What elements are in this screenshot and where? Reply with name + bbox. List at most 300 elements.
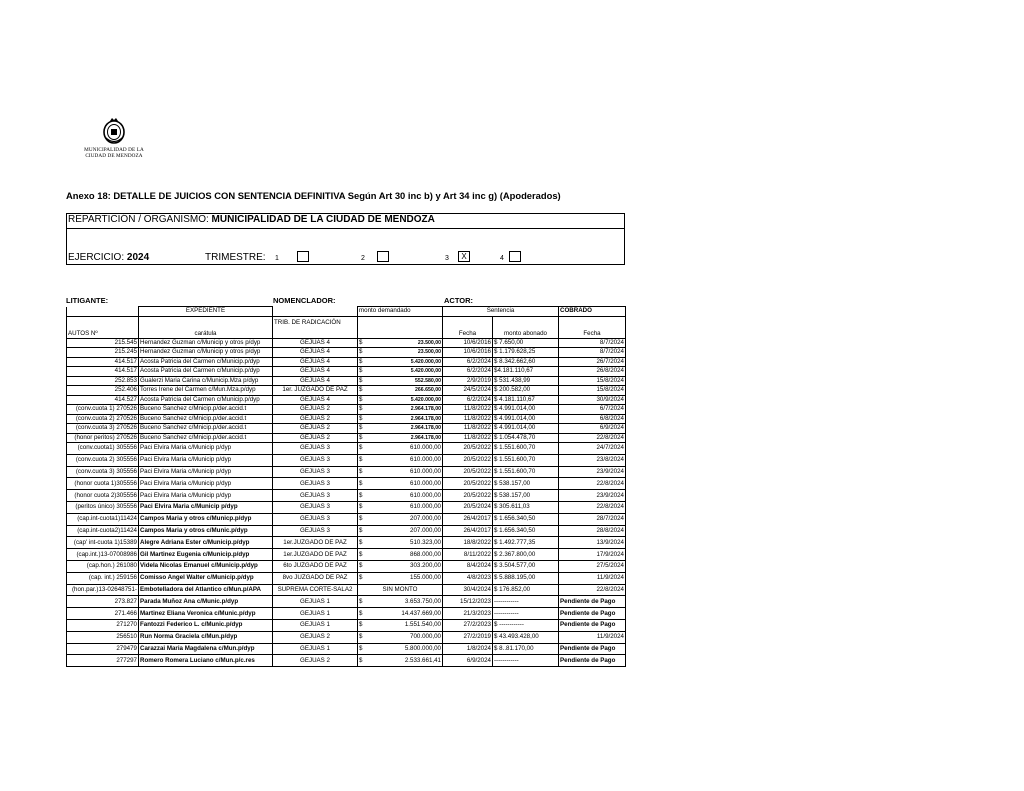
fecha-cell: 30/4/2024: [443, 584, 493, 596]
table-row: [67, 454, 626, 466]
demandado-value: 23.500,00: [417, 339, 441, 346]
currency-symbol: $: [359, 503, 363, 511]
autos-cell: 279479: [67, 643, 139, 655]
demandado-value: 3.653.750,00: [404, 597, 441, 605]
trib-cell: GEJUAS 2: [273, 433, 358, 443]
currency-symbol: $: [359, 526, 363, 534]
demandado-value: 610.000,00: [410, 491, 441, 499]
table-row: [67, 631, 626, 643]
autos-cell: 273.827: [67, 596, 139, 608]
demandado-cell: [358, 367, 443, 377]
demandado-cell: [358, 631, 443, 643]
caratula-cell: Hernandez Guzman c/Municip y otros p/dyp: [139, 348, 273, 358]
caratula-cell: Alegre Adriana Ester c/Municip.p/dyp: [139, 537, 273, 549]
abonado-cell: $ 538.157,00: [493, 478, 559, 490]
autos-cell: (cap.int-cuota1)11424: [67, 513, 139, 525]
abonado-cell: $ 3.504.577,00: [493, 560, 559, 572]
cobro-cell: 22/8/2024: [559, 584, 626, 596]
logo-line-2: CIUDAD DE MENDOZA: [85, 153, 143, 159]
table-row: [67, 348, 626, 358]
demandado-value: 2.964.178,00: [410, 434, 441, 441]
autos-cell: (conv.cuota 3) 270526: [67, 424, 139, 434]
autos-cell: 215.245: [67, 348, 139, 358]
trib-cell: GEJUAS 3: [273, 525, 358, 537]
table-row: [67, 619, 626, 631]
autos-cell: 252.853: [67, 376, 139, 386]
cobro-cell: 24/7/2024: [559, 443, 626, 455]
caratula-cell: Acosta Patricia del Carmen c/Municip.p/dyp: [139, 395, 273, 405]
cobro-cell: 17/9/2024: [559, 549, 626, 561]
caratula-cell: Romero Romera Luciano c/Mun.p/c.res: [139, 655, 273, 667]
autos-cell: 414.517: [67, 367, 139, 377]
table-row: [67, 608, 626, 620]
fecha-cell: 21/3/2023: [443, 608, 493, 620]
header-row-2: [67, 316, 626, 338]
ejercicio-label: EJERCICIO:: [68, 252, 125, 263]
table-row: [67, 549, 626, 561]
cobro-cell: 23/9/2024: [559, 490, 626, 502]
demandado-cell: [358, 572, 443, 584]
fecha-cell: 26/4/2017: [443, 525, 493, 537]
header-blank: [67, 307, 139, 317]
currency-symbol: $: [359, 467, 363, 475]
cobro-cell: 22/8/2024: [559, 433, 626, 443]
trib-cell: GEJUAS 2: [273, 414, 358, 424]
caratula-cell: Comisso Angel Walter c/Municip.p/dyp: [139, 572, 273, 584]
autos-cell: 215.545: [67, 338, 139, 348]
abonado-cell: $ 1.656.340,50: [493, 513, 559, 525]
cobro-cell: 8/7/2024: [559, 348, 626, 358]
fecha-cell: 20/5/2022: [443, 466, 493, 478]
autos-cell: (cap.int-cuota2)11424: [67, 525, 139, 537]
fecha-cell: 27/2/2023: [443, 619, 493, 631]
table-row: [67, 478, 626, 490]
fecha-cell: 6/2/2024: [443, 367, 493, 377]
demandado-cell: [358, 596, 443, 608]
table-row: [67, 501, 626, 513]
trib-cell: GEJUAS 3: [273, 478, 358, 490]
demandado-value: 2.964.178,00: [410, 406, 441, 413]
caratula-cell: Parada Muñoz Ana c/Munic.p/dyp: [139, 596, 273, 608]
demandado-value: 207.000,00: [410, 515, 441, 523]
autos-cell: (conv.cuota 3) 305556: [67, 466, 139, 478]
currency-symbol: $: [359, 414, 363, 422]
autos-cell: 256510: [67, 631, 139, 643]
abonado-cell: $ 4.991.014,00: [493, 414, 559, 424]
autos-cell: (conv.cuota 2) 270526: [67, 414, 139, 424]
trib-cell: GEJUAS 2: [273, 424, 358, 434]
autos-cell: (cap.int.)13-07008986: [67, 549, 139, 561]
autos-cell: (honor cuota 1)305556: [67, 478, 139, 490]
demandado-cell: [358, 376, 443, 386]
demandado-value: 5.420.000,00: [410, 358, 441, 365]
abonado-cell: $ 7.650,00: [493, 338, 559, 348]
currency-symbol: $: [359, 609, 363, 617]
demandado-value: 2.533.661,41: [404, 656, 441, 664]
abonado-cell: $ 1.551.600,70: [493, 443, 559, 455]
caratula-cell: Gualerzi Maria Carina c/Municip.Mza p/dyp: [139, 376, 273, 386]
currency-symbol: $: [359, 433, 363, 441]
abonado-cell: ------------: [493, 655, 559, 667]
demandado-cell: [358, 643, 443, 655]
table-row: [67, 560, 626, 572]
demandado-cell: [358, 466, 443, 478]
demandado-cell: [358, 655, 443, 667]
fecha-cell: 11/8/2022: [443, 424, 493, 434]
abonado-cell: $ 2.367.800,00: [493, 549, 559, 561]
currency-symbol: $: [359, 395, 363, 403]
abonado-cell: $ 305.611,03: [493, 501, 559, 513]
autos-cell: (cap.hon.) 261080: [67, 560, 139, 572]
currency-symbol: $: [359, 562, 363, 570]
demandado-cell: [358, 525, 443, 537]
table-row: [67, 490, 626, 502]
cobro-cell: 6/9/2024: [559, 424, 626, 434]
autos-header: AUTOS Nº: [67, 316, 139, 338]
table-body: [67, 338, 626, 667]
table-row: [67, 395, 626, 405]
autos-cell: (honor cuota 2)305556: [67, 490, 139, 502]
fecha-cell: 20/5/2022: [443, 454, 493, 466]
quarter-4-checkbox[interactable]: [509, 251, 521, 262]
cobro-cell: 27/5/2024: [559, 560, 626, 572]
currency-symbol: $: [359, 357, 363, 365]
trib-cell: 6to JUZGADO DE PAZ: [273, 560, 358, 572]
cobro-cell: Pendiente de Pago: [559, 619, 626, 631]
monto-abonado-header: monto abonado: [493, 316, 559, 338]
currency-symbol: $: [359, 633, 363, 641]
trib-cell: 1er.JUZGADO DE PAZ: [273, 537, 358, 549]
quarter-2-number: 2: [361, 255, 365, 262]
currency-symbol: $: [359, 367, 363, 375]
nomenclador-label: NOMENCLADOR:: [273, 296, 336, 305]
trib-cell: GEJUAS 3: [273, 443, 358, 455]
table-row: [67, 466, 626, 478]
caratula-cell: Paci Elvira Maria c/Municip p/dyp: [139, 443, 273, 455]
caratula-cell: Carazzai Maria Magdalena c/Mun.p/dyp: [139, 643, 273, 655]
demandado-value: 610.000,00: [410, 467, 441, 475]
demandado-cell: [358, 560, 443, 572]
ejercicio-value: 2024: [126, 252, 150, 263]
trib-cell: GEJUAS 4: [273, 338, 358, 348]
sentencia-header: Sentencia: [443, 307, 559, 317]
table-row: [67, 386, 626, 396]
autos-cell: 271.466: [67, 608, 139, 620]
demandado-value: 5.800.000,00: [404, 644, 441, 652]
abonado-cell: $ ------------: [493, 619, 559, 631]
trib-cell: GEJUAS 4: [273, 348, 358, 358]
demandado-value: 2.964.178,00: [410, 415, 441, 422]
autos-cell: (peritos único) 305556: [67, 501, 139, 513]
demandado-cell: [358, 424, 443, 434]
trib-cell: GEJUAS 3: [273, 466, 358, 478]
trib-cell: GEJUAS 2: [273, 405, 358, 415]
autos-cell: 252.406: [67, 386, 139, 396]
currency-symbol: $: [359, 444, 363, 452]
autos-cell: (hon.par.)13-02648751-: [67, 584, 139, 596]
cobro-cell: 26/8/2024: [559, 367, 626, 377]
currency-symbol: $: [359, 491, 363, 499]
abonado-cell: $ 538.157,00: [493, 490, 559, 502]
currency-symbol: $: [359, 424, 363, 432]
table-row: [67, 572, 626, 584]
currency-symbol: $: [359, 644, 363, 652]
demandado-value: 700.000,00: [410, 633, 441, 641]
caratula-cell: Paci Elvira Maria c/Municip p/dyp: [139, 501, 273, 513]
caratula-cell: Hernandez Guzman c/Municip y otros p/dyp: [139, 338, 273, 348]
abonado-cell: $ 8..81.170,00: [493, 643, 559, 655]
demandado-value: 23.500,00: [417, 349, 441, 356]
abonado-cell: $ 1.551.600,70: [493, 466, 559, 478]
demandado-cell: [358, 443, 443, 455]
currency-symbol: $: [359, 621, 363, 629]
logo-line-1: MUNICIPALIDAD DE LA: [84, 147, 144, 153]
trib-cell: GEJUAS 3: [273, 454, 358, 466]
demandado-cell: [358, 537, 443, 549]
fecha-cell: 10/6/2016: [443, 348, 493, 358]
demandado-value: 2.964.178,00: [410, 425, 441, 432]
autos-cell: (honor peritos) 270526: [67, 433, 139, 443]
trib-cell: 8vo JUZGADO DE PAZ: [273, 572, 358, 584]
table-row: [67, 525, 626, 537]
demandado-cell: [358, 584, 443, 596]
autos-cell: (conv.cuota1) 305556: [67, 443, 139, 455]
abonado-cell: $ 8.342.662,60: [493, 357, 559, 367]
quarter-1-checkbox[interactable]: [297, 251, 309, 262]
caratula-cell: Martinez Eliana Veronica c/Munic.p/dyp: [139, 608, 273, 620]
cobro-cell: Pendiente de Pago: [559, 643, 626, 655]
abonado-cell: $ 1.179.628,25: [493, 348, 559, 358]
header-blank: [358, 316, 443, 338]
abonado-cell: $ 4.181.110,67: [493, 395, 559, 405]
table-row: [67, 414, 626, 424]
fecha-cell: 4/8/2023: [443, 572, 493, 584]
demandado-value: 5.420.000,00: [410, 368, 441, 375]
abonado-cell: $ 5.888.195,00: [493, 572, 559, 584]
abonado-cell: $ 1.656.340,50: [493, 525, 559, 537]
quarter-4-number: 4: [500, 255, 504, 262]
table-row: [67, 357, 626, 367]
fecha-cell: 20/5/2024: [443, 501, 493, 513]
cobro-cell: Pendiente de Pago: [559, 596, 626, 608]
trib-cell: GEJUAS 4: [273, 367, 358, 377]
cobro-cell: 30/9/2024: [559, 395, 626, 405]
abonado-cell: $4.181.110,67: [493, 367, 559, 377]
currency-symbol: $: [359, 538, 363, 546]
autos-cell: 277297: [67, 655, 139, 667]
fecha-cell: 18/8/2022: [443, 537, 493, 549]
currency-symbol: $: [359, 597, 363, 605]
fecha-header: Fecha: [443, 316, 493, 338]
cobro-cell: 15/8/2024: [559, 386, 626, 396]
abonado-cell: $ 176.852,00: [493, 584, 559, 596]
cobro-cell: 23/8/2024: [559, 454, 626, 466]
table-row: [67, 584, 626, 596]
autos-cell: (conv.cuota 2) 305556: [67, 454, 139, 466]
reparticion-value: MUNICIPALIDAD DE LA CIUDAD DE MENDOZA: [211, 214, 435, 225]
cobro-cell: Pendiente de Pago: [559, 608, 626, 620]
caratula-cell: Buceno Sanchez c/Mnicip.p/der.accid.t: [139, 424, 273, 434]
caratula-cell: Torres Irene del Carmen c/Mun.Mza.p/dyp: [139, 386, 273, 396]
currency-symbol: $: [359, 405, 363, 413]
cobro-cell: 22/8/2024: [559, 478, 626, 490]
header-box: [66, 213, 625, 265]
abonado-cell: ------------: [493, 596, 559, 608]
cobro-cell: 11/9/2024: [559, 631, 626, 643]
demandado-cell: [358, 433, 443, 443]
cobro-cell: 22/8/2024: [559, 501, 626, 513]
trib-cell: GEJUAS 4: [273, 357, 358, 367]
ejercicio-line: [68, 252, 149, 263]
demandado-cell: [358, 348, 443, 358]
header-blank: [273, 307, 358, 317]
caratula-cell: Paci Elvira Maria c/Municip p/dyp: [139, 466, 273, 478]
demandado-value: 610.000,00: [410, 503, 441, 511]
cobro-cell: 28/8/2024: [559, 525, 626, 537]
fecha-cell: 6/9/2024: [443, 655, 493, 667]
coat-of-arms-icon: [101, 117, 127, 145]
fecha-cell: 8/4/2024: [443, 560, 493, 572]
trib-cell: GEJUAS 1: [273, 596, 358, 608]
trib-cell: 1er. JUZGADO DE PAZ: [273, 386, 358, 396]
demandado-cell: [358, 454, 443, 466]
header-row-1: [67, 307, 626, 317]
demandado-cell: [358, 405, 443, 415]
table-row: [67, 596, 626, 608]
document-title: Anexo 18: DETALLE DE JUICIOS CON SENTENCIA DEFINITIVA Según Art 30 inc b) y Art 34 inc g) (Apoderados): [66, 190, 561, 201]
trib-cell: SUPREMA CORTE-SALA2: [273, 584, 358, 596]
demandado-cell: [358, 478, 443, 490]
table-row: [67, 655, 626, 667]
fecha-cell: 27/2/2019: [443, 631, 493, 643]
trib-cell: GEJUAS 2: [273, 631, 358, 643]
currency-symbol: $: [359, 456, 363, 464]
fecha-cobro-header: Fecha: [559, 316, 626, 338]
demandado-value: 610.000,00: [410, 444, 441, 452]
currency-symbol: $: [359, 550, 363, 558]
cobro-cell: 11/9/2024: [559, 572, 626, 584]
abonado-cell: $ 1.551.600,70: [493, 454, 559, 466]
quarter-1-number: 1: [275, 255, 279, 262]
currency-symbol: $: [359, 515, 363, 523]
caratula-cell: Fantozzi Federico L. c/Munic.p/dyp: [139, 619, 273, 631]
trib-cell: GEJUAS 4: [273, 376, 358, 386]
fecha-cell: 1/8/2024: [443, 643, 493, 655]
autos-cell: (cap. int.) 259156: [67, 572, 139, 584]
table-row: [67, 513, 626, 525]
litigante-label: LITIGANTE:: [66, 296, 109, 305]
caratula-cell: Buceno Sanchez c/Mnicip.p/der.accid.t: [139, 405, 273, 415]
demandado-cell: [358, 501, 443, 513]
caratula-cell: Acosta Patricia del Carmen c/Municip.p/dyp: [139, 357, 273, 367]
demandado-cell: [358, 513, 443, 525]
autos-cell: 414.527: [67, 395, 139, 405]
fecha-cell: 20/5/2022: [443, 478, 493, 490]
table-row: [67, 338, 626, 348]
abonado-cell: $ 43.493.428,00: [493, 631, 559, 643]
autos-cell: (cap' int-cuota 1)15389: [67, 537, 139, 549]
judgments-table: [66, 306, 626, 667]
table-row: [67, 405, 626, 415]
fecha-cell: 11/8/2022: [443, 414, 493, 424]
fecha-cell: 10/6/2016: [443, 338, 493, 348]
caratula-cell: Run Norma Graciela c/Mun.p/dyp: [139, 631, 273, 643]
table-row: [67, 643, 626, 655]
cobro-cell: Pendiente de Pago: [559, 655, 626, 667]
caratula-cell: Embotelladora del Atlantico c/Mun.p/APA: [139, 584, 273, 596]
caratula-cell: Campos Maria y otros c/Munic.p/dyp: [139, 525, 273, 537]
quarter-3-number: 3: [445, 255, 449, 262]
trib-cell: 1er.JUZGADO DE PAZ: [273, 549, 358, 561]
demandado-value: 552.580,00: [415, 377, 441, 384]
demandado-cell: [358, 386, 443, 396]
caratula-cell: Buceno Sanchez c/Mnicip.p/der.accid.t: [139, 433, 273, 443]
trib-cell: GEJUAS 1: [273, 619, 358, 631]
demandado-cell: [358, 357, 443, 367]
fecha-cell: 20/5/2022: [443, 490, 493, 502]
demandado-value: 303.200,00: [410, 562, 441, 570]
fecha-cell: 20/5/2022: [443, 443, 493, 455]
abonado-cell: $ 200.582,00: [493, 386, 559, 396]
caratula-cell: Paci Elvira Maria c/Municip p/dyp: [139, 478, 273, 490]
demandado-value: 1.551.540,00: [404, 621, 441, 629]
demandado-cell: [358, 549, 443, 561]
demandado-cell: [358, 490, 443, 502]
caratula-cell: Acosta Patricia del Carmen c/Municip.p/dyp: [139, 367, 273, 377]
caratula-cell: Paci Elvira Maria c/Municip p/dyp: [139, 490, 273, 502]
demandado-cell: [358, 338, 443, 348]
header-divider: [67, 228, 624, 229]
currency-symbol: $: [359, 656, 363, 664]
trib-cell: GEJUAS 1: [273, 643, 358, 655]
table-row: [67, 424, 626, 434]
trib-cell: GEJUAS 4: [273, 395, 358, 405]
trib-header: TRIB. DE RADICACIÓN: [273, 316, 358, 338]
trib-cell: GEJUAS 1: [273, 608, 358, 620]
autos-cell: 271270: [67, 619, 139, 631]
cobro-cell: 23/9/2024: [559, 466, 626, 478]
fecha-cell: 6/2/2024: [443, 357, 493, 367]
caratula-cell: Gil Martinez Eugenia c/Municip.p/dyp: [139, 549, 273, 561]
demandado-cell: [358, 395, 443, 405]
currency-symbol: $: [359, 479, 363, 487]
table-row: [67, 376, 626, 386]
demandado-value: 610.000,00: [410, 479, 441, 487]
fecha-cell: 26/4/2017: [443, 513, 493, 525]
demandado-value: 14.437.669,00: [401, 609, 441, 617]
municipal-logo: [78, 117, 150, 159]
table-row: [67, 367, 626, 377]
quarter-3-checkbox[interactable]: X: [458, 251, 470, 262]
autos-cell: (conv.cuota 1) 270526: [67, 405, 139, 415]
abonado-cell: $ 4.991.014,00: [493, 405, 559, 415]
quarter-2-checkbox[interactable]: [377, 251, 389, 262]
demandado-value: 868.000,00: [410, 550, 441, 558]
cobro-cell: 13/9/2024: [559, 537, 626, 549]
cobro-cell: 6/8/2024: [559, 414, 626, 424]
demandado-value: 155.000,00: [410, 574, 441, 582]
fecha-cell: 15/12/2023: [443, 596, 493, 608]
abonado-cell: $ 531.438,99: [493, 376, 559, 386]
table-row: [67, 433, 626, 443]
demandado-value: SIN MONTO: [382, 585, 418, 593]
caratula-cell: Videla Nicolas Emanuel c/Municip.p/dyp: [139, 560, 273, 572]
trib-cell: GEJUAS 3: [273, 490, 358, 502]
cobro-cell: 8/7/2024: [559, 338, 626, 348]
fecha-cell: 24/5/2024: [443, 386, 493, 396]
abonado-cell: $ 1.492.777,35: [493, 537, 559, 549]
currency-symbol: $: [359, 574, 363, 582]
